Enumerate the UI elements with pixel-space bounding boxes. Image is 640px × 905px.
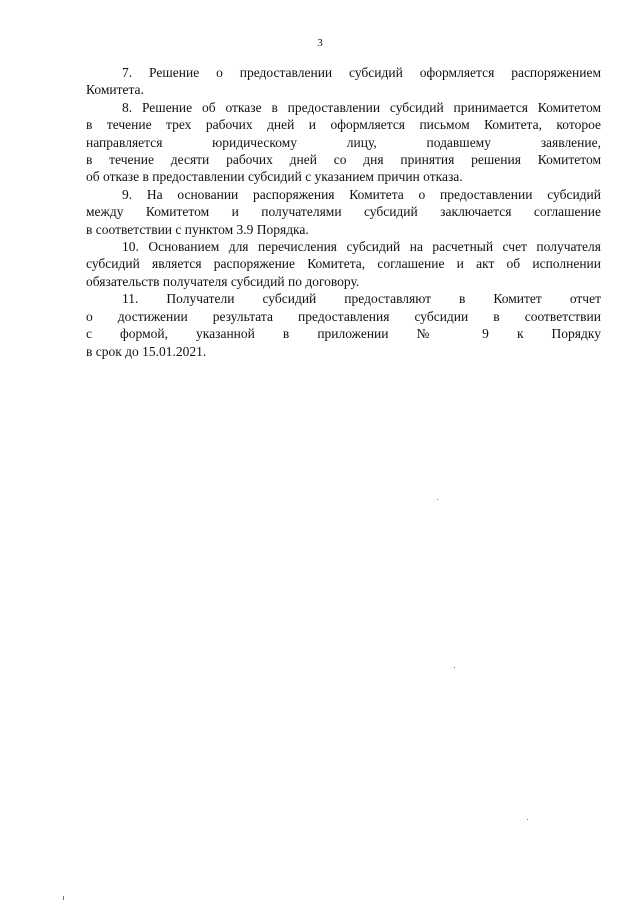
text-line: 10. Основанием для перечисления субсидий на расчетный счет получателя [122, 239, 601, 255]
paragraph-11 [86, 290, 601, 360]
text-line: в течение трех рабочих дней и оформляется письмом Комитета, которое [86, 117, 601, 133]
text-line: о достижении результата предоставления субсидии в соответствии [86, 308, 601, 324]
scan-speck [454, 667, 455, 668]
paragraph-10 [86, 238, 601, 290]
scan-speck [437, 499, 438, 500]
text-line: 9. На основании распоряжения Комитета о предоставлении субсидий [122, 186, 601, 202]
text-line: в соответствии с пунктом 3.9 Порядка. [86, 221, 309, 237]
text-line: Комитета. [86, 82, 144, 98]
paragraph-7 [86, 64, 601, 99]
scan-speck [63, 896, 64, 900]
text-line: обязательств получателя субсидий по договору. [86, 273, 360, 289]
scan-speck [527, 819, 528, 820]
page-number: 3 [317, 37, 323, 49]
paragraph-9 [86, 186, 601, 238]
text-line: 7. Решение о предоставлении субсидий оформляется распоряжением [122, 65, 601, 80]
text-line: с формой, указанной в приложении № 9 к Порядку [86, 326, 601, 342]
text-line: об отказе в предоставлении субсидий с указанием причин отказа. [86, 169, 463, 185]
text-line: 11. Получатели субсидий предоставляют в Комитет отчет [122, 291, 601, 307]
document-body [86, 64, 601, 360]
text-line: 8. Решение об отказе в предоставлении субсидий принимается Комитетом [122, 99, 601, 115]
text-line: между Комитетом и получателями субсидий заключается соглашение [86, 204, 601, 220]
text-line: в срок до 15.01.2021. [86, 343, 207, 359]
paragraph-8 [86, 99, 601, 186]
text-line: направляется юридическому лицу, подавшему заявление, [86, 134, 601, 150]
text-line: субсидий является распоряжение Комитета, соглашение и акт об исполнении [86, 256, 601, 272]
text-line: в течение десяти рабочих дней со дня принятия решения Комитетом [86, 152, 601, 168]
